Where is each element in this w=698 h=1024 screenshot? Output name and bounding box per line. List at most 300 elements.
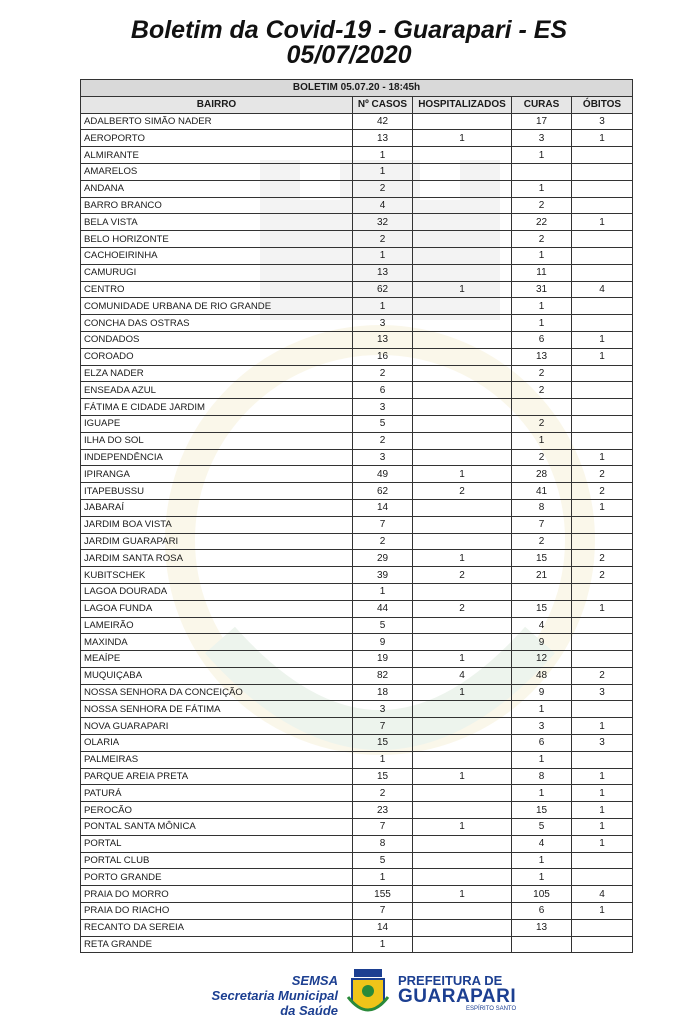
casos-cell: 155 <box>353 886 413 903</box>
curas-cell: 8 <box>512 768 572 785</box>
obitos-cell <box>572 163 633 180</box>
casos-cell: 1 <box>353 247 413 264</box>
curas-cell: 3 <box>512 130 572 147</box>
table-row <box>81 819 633 836</box>
table-row <box>81 735 633 752</box>
table-row <box>81 550 633 567</box>
curas-cell: 1 <box>512 432 572 449</box>
bairro-cell: ELZA NADER <box>81 365 353 382</box>
semsa-acronym: SEMSA <box>291 973 338 988</box>
curas-cell: 11 <box>512 264 572 281</box>
bairro-cell: PORTO GRANDE <box>81 869 353 886</box>
curas-cell: 6 <box>512 331 572 348</box>
table-row <box>81 214 633 231</box>
bairro-cell: CONDADOS <box>81 331 353 348</box>
table-row <box>81 315 633 332</box>
hospitalizados-cell <box>413 718 512 735</box>
bairro-cell: LAMEIRÃO <box>81 617 353 634</box>
curas-cell: 3 <box>512 718 572 735</box>
bairro-cell: RECANTO DA SEREIA <box>81 919 353 936</box>
semsa-line2: Secretaria Municipal <box>211 988 338 1003</box>
curas-cell: 31 <box>512 281 572 298</box>
prefeitura-logo <box>398 973 516 1013</box>
hospitalizados-cell: 2 <box>413 483 512 500</box>
table-row <box>81 163 633 180</box>
bairro-cell: ANDANA <box>81 180 353 197</box>
curas-cell: 2 <box>512 449 572 466</box>
hospitalizados-cell: 4 <box>413 667 512 684</box>
obitos-cell: 4 <box>572 886 633 903</box>
bairro-cell: PEROCÃO <box>81 802 353 819</box>
bairro-cell: FÁTIMA E CIDADE JARDIM <box>81 399 353 416</box>
casos-cell: 23 <box>353 802 413 819</box>
hospitalizados-cell <box>413 516 512 533</box>
casos-cell: 13 <box>353 264 413 281</box>
casos-cell: 6 <box>353 382 413 399</box>
table-row <box>81 936 633 953</box>
table-row <box>81 835 633 852</box>
bairro-cell: OLARIA <box>81 735 353 752</box>
casos-cell: 1 <box>353 936 413 953</box>
hospitalizados-cell <box>413 432 512 449</box>
hospitalizados-cell <box>413 852 512 869</box>
obitos-cell <box>572 651 633 668</box>
table-row <box>81 331 633 348</box>
bairro-cell: PORTAL <box>81 835 353 852</box>
obitos-cell <box>572 298 633 315</box>
obitos-cell <box>572 583 633 600</box>
bairro-cell: KUBITSCHEK <box>81 567 353 584</box>
obitos-cell <box>572 264 633 281</box>
casos-cell: 29 <box>353 550 413 567</box>
bairro-cell: BELO HORIZONTE <box>81 231 353 248</box>
obitos-cell: 4 <box>572 281 633 298</box>
table-row <box>81 751 633 768</box>
hospitalizados-cell <box>413 903 512 920</box>
obitos-cell <box>572 147 633 164</box>
casos-cell: 14 <box>353 499 413 516</box>
casos-cell: 7 <box>353 819 413 836</box>
casos-cell: 1 <box>353 298 413 315</box>
casos-cell: 15 <box>353 768 413 785</box>
casos-cell: 2 <box>353 533 413 550</box>
casos-cell: 2 <box>353 231 413 248</box>
obitos-cell <box>572 315 633 332</box>
casos-cell: 2 <box>353 180 413 197</box>
table-row <box>81 919 633 936</box>
page-date: 05/07/2020 <box>286 41 412 69</box>
curas-cell: 2 <box>512 197 572 214</box>
obitos-cell: 3 <box>572 684 633 701</box>
bairro-cell: JABARAÍ <box>81 499 353 516</box>
bairro-cell: MAXINDA <box>81 634 353 651</box>
obitos-cell <box>572 180 633 197</box>
curas-cell: 2 <box>512 382 572 399</box>
curas-cell: 2 <box>512 533 572 550</box>
obitos-cell: 1 <box>572 835 633 852</box>
obitos-cell <box>572 533 633 550</box>
curas-cell: 1 <box>512 852 572 869</box>
hospitalizados-cell <box>413 382 512 399</box>
hospitalizados-cell: 2 <box>413 567 512 584</box>
obitos-cell: 1 <box>572 768 633 785</box>
table-row <box>81 651 633 668</box>
casos-cell: 7 <box>353 516 413 533</box>
bairro-cell: ADALBERTO SIMÃO NADER <box>81 113 353 130</box>
curas-cell: 13 <box>512 919 572 936</box>
bairro-cell: INDEPENDÊNCIA <box>81 449 353 466</box>
curas-cell: 9 <box>512 684 572 701</box>
curas-cell <box>512 583 572 600</box>
curas-cell: 1 <box>512 785 572 802</box>
hospitalizados-cell <box>413 415 512 432</box>
table-row <box>81 449 633 466</box>
casos-cell: 18 <box>353 684 413 701</box>
bairro-cell: RETA GRANDE <box>81 936 353 953</box>
table-row <box>81 197 633 214</box>
bairro-cell: PONTAL SANTA MÔNICA <box>81 819 353 836</box>
bairro-cell: MEAÍPE <box>81 651 353 668</box>
casos-cell: 13 <box>353 331 413 348</box>
obitos-cell: 2 <box>572 567 633 584</box>
casos-cell: 2 <box>353 785 413 802</box>
hospitalizados-cell <box>413 399 512 416</box>
obitos-cell <box>572 382 633 399</box>
hospitalizados-cell: 1 <box>413 651 512 668</box>
bairro-cell: PALMEIRAS <box>81 751 353 768</box>
hospitalizados-cell <box>413 919 512 936</box>
casos-cell: 32 <box>353 214 413 231</box>
hospitalizados-cell <box>413 163 512 180</box>
bairro-cell: PRAIA DO RIACHO <box>81 903 353 920</box>
obitos-cell <box>572 247 633 264</box>
hospitalizados-cell: 1 <box>413 768 512 785</box>
obitos-cell <box>572 634 633 651</box>
casos-cell: 1 <box>353 751 413 768</box>
table-row <box>81 533 633 550</box>
curas-cell: 5 <box>512 819 572 836</box>
bairro-cell: MUQUIÇABA <box>81 667 353 684</box>
obitos-cell: 3 <box>572 735 633 752</box>
table-row <box>81 147 633 164</box>
curas-cell: 105 <box>512 886 572 903</box>
hospitalizados-cell <box>413 499 512 516</box>
column-header-obitos: ÓBITOS <box>572 96 633 113</box>
bairro-cell: CACHOEIRINHA <box>81 247 353 264</box>
prefeitura-line3: ESPÍRITO SANTO <box>466 1006 517 1012</box>
hospitalizados-cell <box>413 365 512 382</box>
obitos-cell <box>572 852 633 869</box>
obitos-cell <box>572 919 633 936</box>
casos-cell: 16 <box>353 348 413 365</box>
curas-cell: 2 <box>512 365 572 382</box>
hospitalizados-cell: 1 <box>413 886 512 903</box>
bairro-cell: PORTAL CLUB <box>81 852 353 869</box>
hospitalizados-cell <box>413 264 512 281</box>
hospitalizados-cell: 1 <box>413 130 512 147</box>
obitos-cell: 3 <box>572 113 633 130</box>
table-row <box>81 348 633 365</box>
table-row <box>81 516 633 533</box>
obitos-cell <box>572 415 633 432</box>
obitos-cell: 2 <box>572 550 633 567</box>
guarapari-coat-of-arms-icon <box>346 967 390 1021</box>
bairro-cell: JARDIM GUARAPARI <box>81 533 353 550</box>
hospitalizados-cell: 1 <box>413 466 512 483</box>
curas-cell: 21 <box>512 567 572 584</box>
bairro-cell: PRAIA DO MORRO <box>81 886 353 903</box>
table-row <box>81 667 633 684</box>
obitos-cell <box>572 869 633 886</box>
bairro-cell: PARQUE AREIA PRETA <box>81 768 353 785</box>
bairro-cell: IGUAPE <box>81 415 353 432</box>
casos-cell: 62 <box>353 281 413 298</box>
table-row <box>81 684 633 701</box>
curas-cell: 15 <box>512 550 572 567</box>
casos-cell: 3 <box>353 449 413 466</box>
curas-cell: 8 <box>512 499 572 516</box>
hospitalizados-cell <box>413 869 512 886</box>
curas-cell: 1 <box>512 147 572 164</box>
casos-cell: 7 <box>353 903 413 920</box>
curas-cell: 15 <box>512 802 572 819</box>
obitos-cell: 1 <box>572 785 633 802</box>
table-row <box>81 180 633 197</box>
bairro-cell: ITAPEBUSSU <box>81 483 353 500</box>
hospitalizados-cell <box>413 701 512 718</box>
bairro-cell: COMUNIDADE URBANA DE RIO GRANDE <box>81 298 353 315</box>
table-row <box>81 382 633 399</box>
obitos-cell: 1 <box>572 819 633 836</box>
casos-cell: 42 <box>353 113 413 130</box>
obitos-cell: 1 <box>572 331 633 348</box>
obitos-cell: 1 <box>572 130 633 147</box>
curas-cell: 1 <box>512 247 572 264</box>
curas-cell: 1 <box>512 298 572 315</box>
bairro-cell: JARDIM SANTA ROSA <box>81 550 353 567</box>
bairro-cell: ILHA DO SOL <box>81 432 353 449</box>
curas-cell: 17 <box>512 113 572 130</box>
table-row <box>81 264 633 281</box>
bulletin-header: BOLETIM 05.07.20 - 18:45h <box>81 80 633 97</box>
curas-cell: 12 <box>512 651 572 668</box>
column-header-curas: CURAS <box>512 96 572 113</box>
table-row <box>81 718 633 735</box>
casos-cell: 15 <box>353 735 413 752</box>
column-header-casos: Nº CASOS <box>353 96 413 113</box>
hospitalizados-cell <box>413 835 512 852</box>
covid-table-container <box>80 79 632 953</box>
table-body <box>81 113 633 953</box>
obitos-cell <box>572 399 633 416</box>
obitos-cell: 2 <box>572 667 633 684</box>
curas-cell: 2 <box>512 231 572 248</box>
obitos-cell: 1 <box>572 718 633 735</box>
bairro-cell: PATURÁ <box>81 785 353 802</box>
curas-cell: 4 <box>512 835 572 852</box>
curas-cell: 7 <box>512 516 572 533</box>
obitos-cell <box>572 432 633 449</box>
hospitalizados-cell <box>413 634 512 651</box>
table-row <box>81 886 633 903</box>
casos-cell: 4 <box>353 197 413 214</box>
curas-cell: 4 <box>512 617 572 634</box>
table-row <box>81 466 633 483</box>
table-row <box>81 869 633 886</box>
hospitalizados-cell <box>413 735 512 752</box>
hospitalizados-cell <box>413 583 512 600</box>
hospitalizados-cell <box>413 315 512 332</box>
table-row <box>81 903 633 920</box>
hospitalizados-cell <box>413 348 512 365</box>
prefeitura-line2: GUARAPARI <box>398 986 517 1007</box>
casos-cell: 62 <box>353 483 413 500</box>
bairro-cell: CONCHA DAS OSTRAS <box>81 315 353 332</box>
hospitalizados-cell <box>413 147 512 164</box>
obitos-cell: 2 <box>572 483 633 500</box>
footer <box>0 965 698 1024</box>
table-row <box>81 432 633 449</box>
bairro-cell: ENSEADA AZUL <box>81 382 353 399</box>
hospitalizados-cell <box>413 247 512 264</box>
hospitalizados-cell <box>413 180 512 197</box>
curas-cell <box>512 936 572 953</box>
table-row <box>81 483 633 500</box>
hospitalizados-cell <box>413 802 512 819</box>
obitos-cell <box>572 231 633 248</box>
casos-cell: 5 <box>353 415 413 432</box>
bairro-cell: COROADO <box>81 348 353 365</box>
table-row <box>81 600 633 617</box>
curas-cell <box>512 399 572 416</box>
column-header-hospitalizados: HOSPITALIZADOS <box>413 96 512 113</box>
table-row <box>81 567 633 584</box>
casos-cell: 9 <box>353 634 413 651</box>
bairro-cell: AMARELOS <box>81 163 353 180</box>
covid-table <box>80 79 633 953</box>
table-row <box>81 130 633 147</box>
casos-cell: 5 <box>353 617 413 634</box>
curas-cell <box>512 163 572 180</box>
curas-cell: 48 <box>512 667 572 684</box>
casos-cell: 3 <box>353 315 413 332</box>
casos-cell: 49 <box>353 466 413 483</box>
hospitalizados-cell <box>413 936 512 953</box>
curas-cell: 22 <box>512 214 572 231</box>
hospitalizados-cell <box>413 298 512 315</box>
bairro-cell: AEROPORTO <box>81 130 353 147</box>
table-row <box>81 247 633 264</box>
casos-cell: 39 <box>353 567 413 584</box>
hospitalizados-cell <box>413 331 512 348</box>
bairro-cell: NOSSA SENHORA DA CONCEIÇÃO <box>81 684 353 701</box>
bairro-cell: LAGOA FUNDA <box>81 600 353 617</box>
obitos-cell: 1 <box>572 600 633 617</box>
curas-cell: 13 <box>512 348 572 365</box>
bairro-cell: NOVA GUARAPARI <box>81 718 353 735</box>
obitos-cell: 1 <box>572 214 633 231</box>
hospitalizados-cell: 1 <box>413 819 512 836</box>
obitos-cell: 2 <box>572 466 633 483</box>
bairro-cell: JARDIM BOA VISTA <box>81 516 353 533</box>
obitos-cell <box>572 936 633 953</box>
curas-cell: 41 <box>512 483 572 500</box>
bairro-cell: IPIRANGA <box>81 466 353 483</box>
curas-cell: 28 <box>512 466 572 483</box>
obitos-cell <box>572 751 633 768</box>
hospitalizados-cell <box>413 113 512 130</box>
hospitalizados-cell <box>413 197 512 214</box>
casos-cell: 1 <box>353 583 413 600</box>
casos-cell: 19 <box>353 651 413 668</box>
table-row <box>81 415 633 432</box>
obitos-cell: 1 <box>572 802 633 819</box>
casos-cell: 7 <box>353 718 413 735</box>
obitos-cell <box>572 197 633 214</box>
curas-cell: 1 <box>512 315 572 332</box>
table-row <box>81 634 633 651</box>
column-header-row <box>81 96 633 113</box>
table-row <box>81 231 633 248</box>
hospitalizados-cell <box>413 533 512 550</box>
casos-cell: 82 <box>353 667 413 684</box>
table-row <box>81 281 633 298</box>
table-row <box>81 399 633 416</box>
curas-cell: 1 <box>512 751 572 768</box>
curas-cell: 9 <box>512 634 572 651</box>
casos-cell: 2 <box>353 432 413 449</box>
hospitalizados-cell: 1 <box>413 550 512 567</box>
hospitalizados-cell: 1 <box>413 684 512 701</box>
casos-cell: 1 <box>353 147 413 164</box>
curas-cell: 15 <box>512 600 572 617</box>
casos-cell: 3 <box>353 399 413 416</box>
casos-cell: 2 <box>353 365 413 382</box>
table-row <box>81 802 633 819</box>
casos-cell: 1 <box>353 163 413 180</box>
hospitalizados-cell <box>413 617 512 634</box>
casos-cell: 44 <box>353 600 413 617</box>
table-row <box>81 768 633 785</box>
bairro-cell: LAGOA DOURADA <box>81 583 353 600</box>
obitos-cell: 1 <box>572 449 633 466</box>
casos-cell: 5 <box>353 852 413 869</box>
bairro-cell: BARRO BRANCO <box>81 197 353 214</box>
bairro-cell: CENTRO <box>81 281 353 298</box>
casos-cell: 13 <box>353 130 413 147</box>
hospitalizados-cell <box>413 751 512 768</box>
table-row <box>81 113 633 130</box>
casos-cell: 8 <box>353 835 413 852</box>
column-header-bairro: BAIRRO <box>81 96 353 113</box>
casos-cell: 1 <box>353 869 413 886</box>
obitos-cell <box>572 617 633 634</box>
casos-cell: 14 <box>353 919 413 936</box>
semsa-line3: da Saúde <box>280 1003 338 1018</box>
obitos-cell: 1 <box>572 903 633 920</box>
hospitalizados-cell <box>413 449 512 466</box>
curas-cell: 6 <box>512 903 572 920</box>
table-row <box>81 852 633 869</box>
bairro-cell: ALMIRANTE <box>81 147 353 164</box>
obitos-cell: 1 <box>572 499 633 516</box>
bairro-cell: CAMURUGI <box>81 264 353 281</box>
table-row <box>81 785 633 802</box>
curas-cell: 2 <box>512 415 572 432</box>
bairro-cell: BELA VISTA <box>81 214 353 231</box>
hospitalizados-cell: 2 <box>413 600 512 617</box>
bairro-cell: NOSSA SENHORA DE FÁTIMA <box>81 701 353 718</box>
